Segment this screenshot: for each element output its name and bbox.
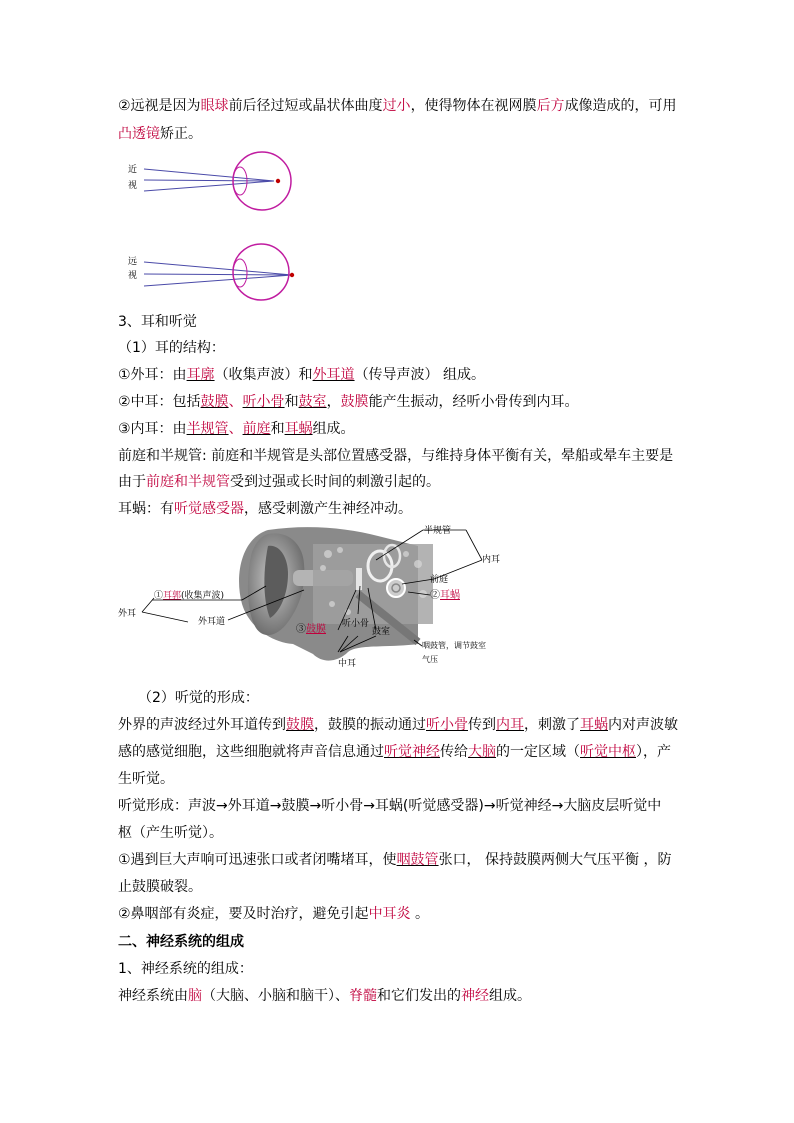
nervous-composition [118, 986, 531, 1006]
text: 受到过强或长时间的刺激引起的。 [230, 474, 440, 490]
diagram-label-2: 视 [128, 181, 138, 191]
text: 和 [270, 421, 285, 437]
text: 鼓膜 [306, 624, 326, 635]
hearing-path-2 [118, 823, 223, 843]
text: 矫正。 [160, 126, 202, 142]
diagram-label-1: 近 [128, 165, 138, 175]
text: ①外耳：由 [118, 367, 187, 383]
diagram-label-1: 远 [128, 257, 138, 267]
text: 神经系统由 [118, 988, 188, 1004]
text: ③ [296, 624, 306, 635]
text: 1、神经系统的组成： [118, 961, 253, 977]
keyword-too-small: 过小 [382, 98, 411, 114]
keyword-ossicles: 听小骨 [242, 394, 285, 410]
keyword-tympanic-cavity: 鼓室 [298, 394, 327, 410]
keyword-brain: 脑 [188, 988, 202, 1004]
keyword-auditory-nerve: 听觉神经 [384, 744, 440, 760]
text: 、 [228, 394, 243, 410]
keyword-eyeball: 眼球 [200, 98, 229, 114]
text: （传导声波） 组成。 [354, 367, 486, 383]
text: 止鼓膜破裂。 [118, 879, 202, 895]
text: ，鼓膜的振动通过 [314, 717, 426, 733]
text: 组成。 [489, 988, 531, 1004]
label-vestibule: 前庭 [430, 575, 449, 585]
keyword-convex-lens: 凸透镜 [118, 126, 160, 142]
middle-ear-line [118, 392, 579, 412]
hearing-p1 [118, 715, 678, 735]
text: 外界的声波经过外耳道传到 [118, 717, 286, 733]
label-cochlea [430, 588, 460, 601]
text: 前后径过短或晶状体曲度 [228, 98, 383, 114]
inner-ear-line [118, 419, 355, 439]
text: （大脑、小脑和脑干）、 [202, 988, 349, 1004]
text: ③内耳：由 [118, 421, 187, 437]
text: 感的感觉细胞，这些细胞就将声音信息通过 [118, 744, 384, 760]
outer-ear-line [118, 365, 485, 385]
section-ear-heading [118, 312, 197, 332]
hearing-path-1 [118, 796, 661, 816]
text: （收集声波）和 [214, 367, 313, 383]
text: ，刺激了 [524, 717, 580, 733]
text: 和 [284, 394, 299, 410]
text: ②远视是因为 [118, 98, 201, 114]
text: ，感受刺激产生神经冲动。 [244, 501, 412, 517]
ear-structure-diagram [118, 524, 518, 680]
ear-structure-title [118, 338, 225, 358]
text: ， [326, 394, 341, 410]
vestibule-line-1 [118, 446, 673, 466]
label-ear-canal: 外耳道 [198, 617, 226, 627]
label-inner-ear: 内耳 [482, 555, 501, 565]
cochlea-line [118, 499, 412, 519]
keyword-vestibule: 前庭 [242, 421, 271, 437]
text: ②鼻咽部有炎症，要及时治疗，避免引起 [118, 906, 369, 922]
text: (收集声波) [181, 591, 225, 601]
text: 。 [410, 906, 430, 922]
text: 生听觉。 [118, 771, 174, 787]
keyword-eardrum: 鼓膜 [286, 717, 314, 733]
nervous-subheading [118, 959, 253, 979]
section-nervous-heading [118, 932, 244, 952]
keyword-pinna: 耳廓 [186, 367, 215, 383]
hearing-tip-1b [118, 877, 202, 897]
keyword-behind: 后方 [536, 98, 565, 114]
text: ① [154, 591, 164, 601]
hearing-tip-1 [118, 850, 671, 870]
keyword-spinal-cord: 脊髓 [349, 988, 377, 1004]
text: 耳蜗：有 [118, 501, 174, 517]
hyperopia-line-1 [118, 96, 677, 116]
label-ossicles: 听小骨 [342, 619, 370, 629]
label-middle-ear: 中耳 [338, 659, 357, 669]
keyword-eardrum-2: 鼓膜 [340, 394, 369, 410]
label-tympanic-cavity: 鼓室 [372, 627, 391, 637]
keyword-inner-ear: 内耳 [496, 717, 524, 733]
text: ，使得物体在视网膜 [410, 98, 537, 114]
keyword-vestibule-semicircular: 前庭和半规管 [146, 474, 230, 490]
hyperopia-line-2 [118, 124, 202, 144]
text: 的一定区域（ [496, 744, 580, 760]
hearing-tip-2 [118, 904, 429, 924]
keyword-eardrum: 鼓膜 [200, 394, 229, 410]
keyword-cochlea: 耳蜗 [284, 421, 313, 437]
hearing-p3 [118, 769, 174, 789]
text: ②中耳：包括 [118, 394, 201, 410]
keyword-auditory-center: 听觉中枢 [580, 744, 636, 760]
text: 3、耳和听觉 [118, 314, 197, 330]
label-air-pressure: 气压 [422, 655, 438, 664]
text: ①遇到巨大声响可迅速张口或者闭嘴堵耳，使 [118, 852, 397, 868]
text: 耳郭 [163, 591, 182, 601]
text: ），产 [636, 744, 671, 760]
text: 和它们发出的 [377, 988, 461, 1004]
text: （1）耳的结构： [118, 340, 225, 356]
label-semicircular: 半规管 [424, 526, 452, 536]
keyword-receptor: 听觉感受器 [174, 501, 244, 517]
text: 耳蜗 [440, 590, 460, 601]
keyword-eustachian-tube: 咽鼓管 [396, 852, 439, 868]
keyword-semicircular: 半规管 [186, 421, 229, 437]
diagram-label-2: 视 [128, 271, 138, 281]
text: ② [430, 590, 440, 601]
label-eustachian-tube: 咽鼓管，调节鼓室 [422, 641, 486, 650]
keyword-brain: 大脑 [468, 744, 496, 760]
keyword-cochlea: 耳蜗 [580, 717, 608, 733]
text: 传给 [440, 744, 468, 760]
text: 内对声波敏 [608, 717, 678, 733]
keyword-nerves: 神经 [461, 988, 489, 1004]
text: 枢（产生听觉）。 [118, 825, 223, 841]
text: 传到 [468, 717, 496, 733]
text: 、 [228, 421, 243, 437]
keyword-otitis-media: 中耳炎 [368, 906, 411, 922]
text: 成像造成的，可用 [564, 98, 677, 114]
hearing-title [138, 688, 259, 708]
text: 前庭和半规管: 前庭和半规管是头部位置感受器，与维持身体平衡有关，晕船或晕车主要是 [118, 448, 674, 464]
text: 二、神经系统的组成 [118, 934, 244, 950]
text: 由于 [118, 474, 146, 490]
text: （2）听觉的形成： [138, 690, 259, 706]
text: 张口， 保持鼓膜两侧大气压平衡 ，防 [438, 852, 672, 868]
text: 听觉形成：声波→外耳道→鼓膜→听小骨→耳蜗(听觉感受器)→听觉神经→大脑皮层听觉中 [118, 798, 662, 814]
hyperopia-eye-diagram [124, 242, 314, 306]
label-outer-ear: 外耳 [118, 609, 137, 619]
hearing-p2 [118, 742, 671, 762]
label-pinna [154, 589, 224, 601]
text: 能产生振动，经听小骨传到内耳。 [368, 394, 579, 410]
text: 组成。 [312, 421, 355, 437]
label-eardrum [296, 622, 326, 635]
keyword-ossicles: 听小骨 [426, 717, 468, 733]
myopia-eye-diagram [124, 148, 314, 212]
keyword-ear-canal: 外耳道 [312, 367, 355, 383]
vestibule-line-2 [118, 472, 440, 492]
